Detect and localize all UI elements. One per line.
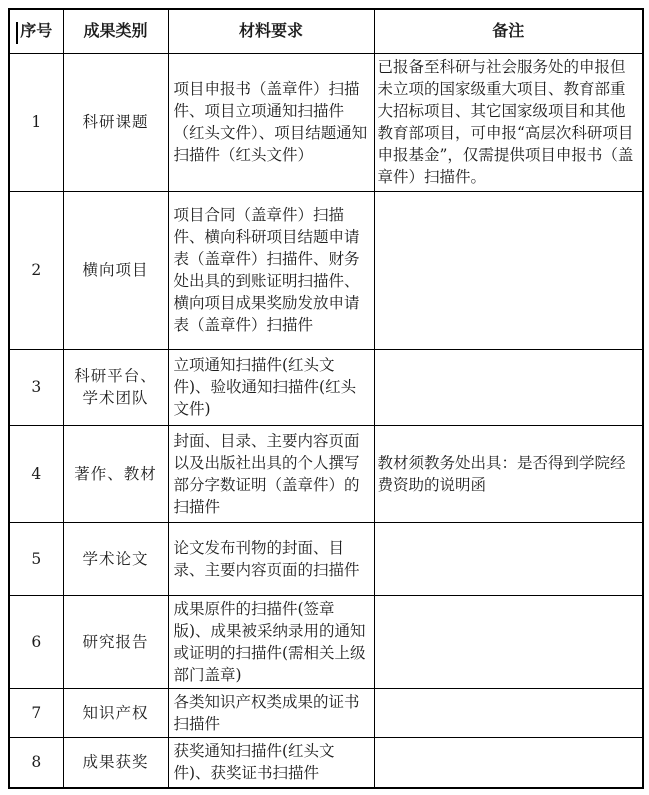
- table-row: [9, 522, 643, 595]
- remark-cell: [374, 688, 643, 737]
- header-category: 成果类别: [63, 9, 168, 53]
- header-remark: 备注: [374, 9, 643, 53]
- table-row: [9, 191, 643, 349]
- category-cell: 学术论文: [63, 522, 168, 595]
- table-row: [9, 53, 643, 191]
- materials-cell: 立项通知扫描件(红头文件)、验收通知扫描件(红头文件): [168, 349, 374, 425]
- header-no: 序号: [9, 9, 63, 53]
- table-row: [9, 425, 643, 522]
- row-number: 8: [9, 737, 63, 788]
- row-number: 1: [9, 53, 63, 191]
- table-row: [9, 688, 643, 737]
- materials-cell: 论文发布刊物的封面、目录、主要内容页面的扫描件: [168, 522, 374, 595]
- row-number: 4: [9, 425, 63, 522]
- materials-requirements-table: [8, 8, 644, 789]
- row-number: 2: [9, 191, 63, 349]
- row-number: 5: [9, 522, 63, 595]
- materials-cell: 成果原件的扫描件(签章版)、成果被采纳录用的通知或证明的扫描件(需相关上级部门盖章): [168, 595, 374, 688]
- row-number: 3: [9, 349, 63, 425]
- materials-cell: 项目合同（盖章件）扫描件、横向科研项目结题申请表（盖章件）扫描件、财务处出具的到账证明扫描件、横向项目成果奖励发放申请表（盖章件）扫描件: [168, 191, 374, 349]
- category-cell: 科研平台、学术团队: [63, 349, 168, 425]
- remark-cell: 已报备至科研与社会服务处的申报但未立项的国家级重大项目、教育部重大招标项目、其它国家级项目和其他教育部项目，可申报“高层次科研项目申报基金”，仅需提供项目申报书（盖章件）扫描件。: [374, 53, 643, 191]
- materials-cell: 获奖通知扫描件(红头文件)、获奖证书扫描件: [168, 737, 374, 788]
- category-cell: 著作、教材: [63, 425, 168, 522]
- remark-cell: [374, 595, 643, 688]
- header-materials: 材料要求: [168, 9, 374, 53]
- table-row: [9, 737, 643, 788]
- row-number: 7: [9, 688, 63, 737]
- table-row: [9, 595, 643, 688]
- remark-cell: [374, 522, 643, 595]
- table-body: [9, 53, 643, 788]
- category-cell: 成果获奖: [63, 737, 168, 788]
- category-cell: 横向项目: [63, 191, 168, 349]
- remark-cell: [374, 191, 643, 349]
- category-cell: 知识产权: [63, 688, 168, 737]
- materials-cell: 项目申报书（盖章件）扫描件、项目立项通知扫描件（红头文件）、项目结题通知扫描件（红头文件）: [168, 53, 374, 191]
- row-number: 6: [9, 595, 63, 688]
- header-row: [9, 9, 643, 53]
- remark-cell: 教材须教务处出具：是否得到学院经费资助的说明函: [374, 425, 643, 522]
- category-cell: 研究报告: [63, 595, 168, 688]
- materials-cell: 各类知识产权类成果的证书扫描件: [168, 688, 374, 737]
- table-row: [9, 349, 643, 425]
- remark-cell: [374, 737, 643, 788]
- materials-cell: 封面、目录、主要内容页面以及出版社出具的个人撰写部分字数证明（盖章件）的扫描件: [168, 425, 374, 522]
- table-header: [9, 9, 643, 53]
- remark-cell: [374, 349, 643, 425]
- category-cell: 科研课题: [63, 53, 168, 191]
